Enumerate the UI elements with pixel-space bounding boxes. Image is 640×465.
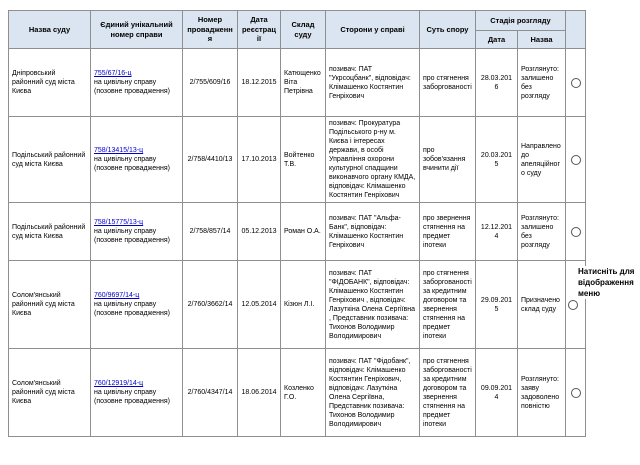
case-number-link[interactable]: 755/67/16-ц: [94, 70, 132, 77]
header-stage-date: Дата: [476, 31, 518, 49]
dispute-essence: про зобов'язання вчинити дії: [420, 117, 476, 203]
header-case-number: Єдиний унікальний номер справи: [91, 11, 183, 49]
court-panel: Роман О.А.: [281, 203, 326, 261]
row-select-radio[interactable]: [568, 300, 578, 310]
stage-date: 20.03.2015: [476, 117, 518, 203]
stage-date: 29.09.2015: [476, 261, 518, 349]
court-name: Солом'янський районний суд міста Києва: [9, 349, 91, 437]
row-select-radio[interactable]: [571, 388, 581, 398]
proceeding-number: 2/760/3662/14: [183, 261, 238, 349]
table-row: [9, 203, 586, 261]
table-row: [9, 261, 586, 349]
dispute-essence: про звернення стягнення на предмет іпотеки: [420, 203, 476, 261]
row-select-radio[interactable]: [571, 227, 581, 237]
header-registration-date: Дата реєстрації: [238, 11, 281, 49]
menu-tooltip: Натисніть для відображення меню: [578, 267, 635, 298]
table-row: [9, 117, 586, 203]
case-cell: [91, 261, 183, 349]
case-description: на цивільну справу (позовне провадження): [94, 301, 171, 317]
court-panel: Козленко Г.О.: [281, 349, 326, 437]
court-name: Подільський районний суд міста Києва: [9, 203, 91, 261]
case-number-link[interactable]: 760/9697/14-ц: [94, 292, 140, 299]
stage-name: Розглянуто: заяву задоволено повністю: [518, 349, 566, 437]
table-body: [9, 49, 586, 437]
table-header: [9, 11, 586, 49]
proceeding-number: 2/758/4410/13: [183, 117, 238, 203]
stage-date: 28.03.2016: [476, 49, 518, 117]
header-review-stage: Стадія розгляду: [476, 11, 566, 31]
court-name: Дніпровський районний суд міста Києва: [9, 49, 91, 117]
proceeding-number: 2/760/4347/14: [183, 349, 238, 437]
case-description: на цивільну справу (позовне провадження): [94, 156, 171, 172]
case-parties: позивач: ПАТ "Укрсоцбанк", відповідач: Клімашенко Костянтин Генріхович: [326, 49, 420, 117]
case-cell: [91, 349, 183, 437]
registration-date: 12.05.2014: [238, 261, 281, 349]
row-select-cell: [566, 349, 586, 437]
proceeding-number: 2/758/857/14: [183, 203, 238, 261]
header-court: Назва суду: [9, 11, 91, 49]
case-parties: позивач: ПАТ "ФІДОБАНК", відповідач: Клімашенко Костянтин Генріхович , відповідач: Лазуткіна Олена Сергіївна , Представник позивача: Тихонов Володимир Володимирович: [326, 261, 420, 349]
court-panel: Катющенко Віта Петрівна: [281, 49, 326, 117]
court-name: Подільський районний суд міста Києва: [9, 117, 91, 203]
row-select-radio[interactable]: [571, 78, 581, 88]
case-parties: позивач: ПАТ "Фідобанк", відповідач: Клімашенко Костянтин Генріхович, відповідач: Лазуткіна Олена Сергіївна, Представник позивача: Тихонов Володимир Володимирович: [326, 349, 420, 437]
row-select-radio[interactable]: [571, 155, 581, 165]
case-parties: позивач: Прокуратура Подільського р-ну м. Києва і інтересах держави, в особі Управління охорони культурної спадщини виконавчого органу КМДА, відповідач: Клімашенко Костянтин Генріхович: [326, 117, 420, 203]
case-number-link[interactable]: 758/13415/13-ц: [94, 147, 144, 154]
case-description: на цивільну справу (позовне провадження): [94, 79, 171, 95]
court-panel: Войтенко Т.В.: [281, 117, 326, 203]
header-select-column: [566, 11, 586, 49]
row-select-cell: [566, 49, 586, 117]
header-dispute-essence: Суть спору: [420, 11, 476, 49]
dispute-essence: про стягнення заборгованості за кредитним договором та звернення стягнення на предмет іпотеки: [420, 349, 476, 437]
case-parties: позивач: ПАТ "Альфа-Банк", відповідач: Клімашенко Костянтин Генріхович: [326, 203, 420, 261]
stage-date: 09.09.2014: [476, 349, 518, 437]
court-panel: Кізюн Л.І.: [281, 261, 326, 349]
registration-date: 05.12.2013: [238, 203, 281, 261]
stage-name: Розглянуто: залишено без розгляду: [518, 49, 566, 117]
court-cases-table: [8, 10, 586, 437]
proceeding-number: 2/755/609/16: [183, 49, 238, 117]
header-proceeding-number: Номер провадження: [183, 11, 238, 49]
case-cell: [91, 203, 183, 261]
registration-date: 18.12.2015: [238, 49, 281, 117]
case-number-link[interactable]: 760/12919/14-ц: [94, 380, 144, 387]
header-parties: Сторони у справі: [326, 11, 420, 49]
case-number-link[interactable]: 758/15775/13-ц: [94, 219, 144, 226]
registration-date: 17.10.2013: [238, 117, 281, 203]
stage-name: Розглянуто: залишено без розгляду: [518, 203, 566, 261]
stage-name: Призначено склад суду: [518, 261, 566, 349]
dispute-essence: про стягнення заборгованості за кредитним договором та звернення стягнення на предмет іпотеки: [420, 261, 476, 349]
table-row: [9, 49, 586, 117]
stage-date: 12.12.2014: [476, 203, 518, 261]
stage-name: Направлено до апеляційного суду: [518, 117, 566, 203]
row-select-cell: [566, 117, 586, 203]
dispute-essence: про стягнення заборгованості: [420, 49, 476, 117]
case-cell: [91, 117, 183, 203]
registration-date: 18.06.2014: [238, 349, 281, 437]
row-select-cell: [566, 203, 586, 261]
header-stage-name: Назва: [518, 31, 566, 49]
case-cell: [91, 49, 183, 117]
case-description: на цивільну справу (позовне провадження): [94, 228, 171, 244]
table-row: [9, 349, 586, 437]
header-court-panel: Склад суду: [281, 11, 326, 49]
court-name: Солом'янський районний суд міста Києва: [9, 261, 91, 349]
case-description: на цивільну справу (позовне провадження): [94, 389, 171, 405]
